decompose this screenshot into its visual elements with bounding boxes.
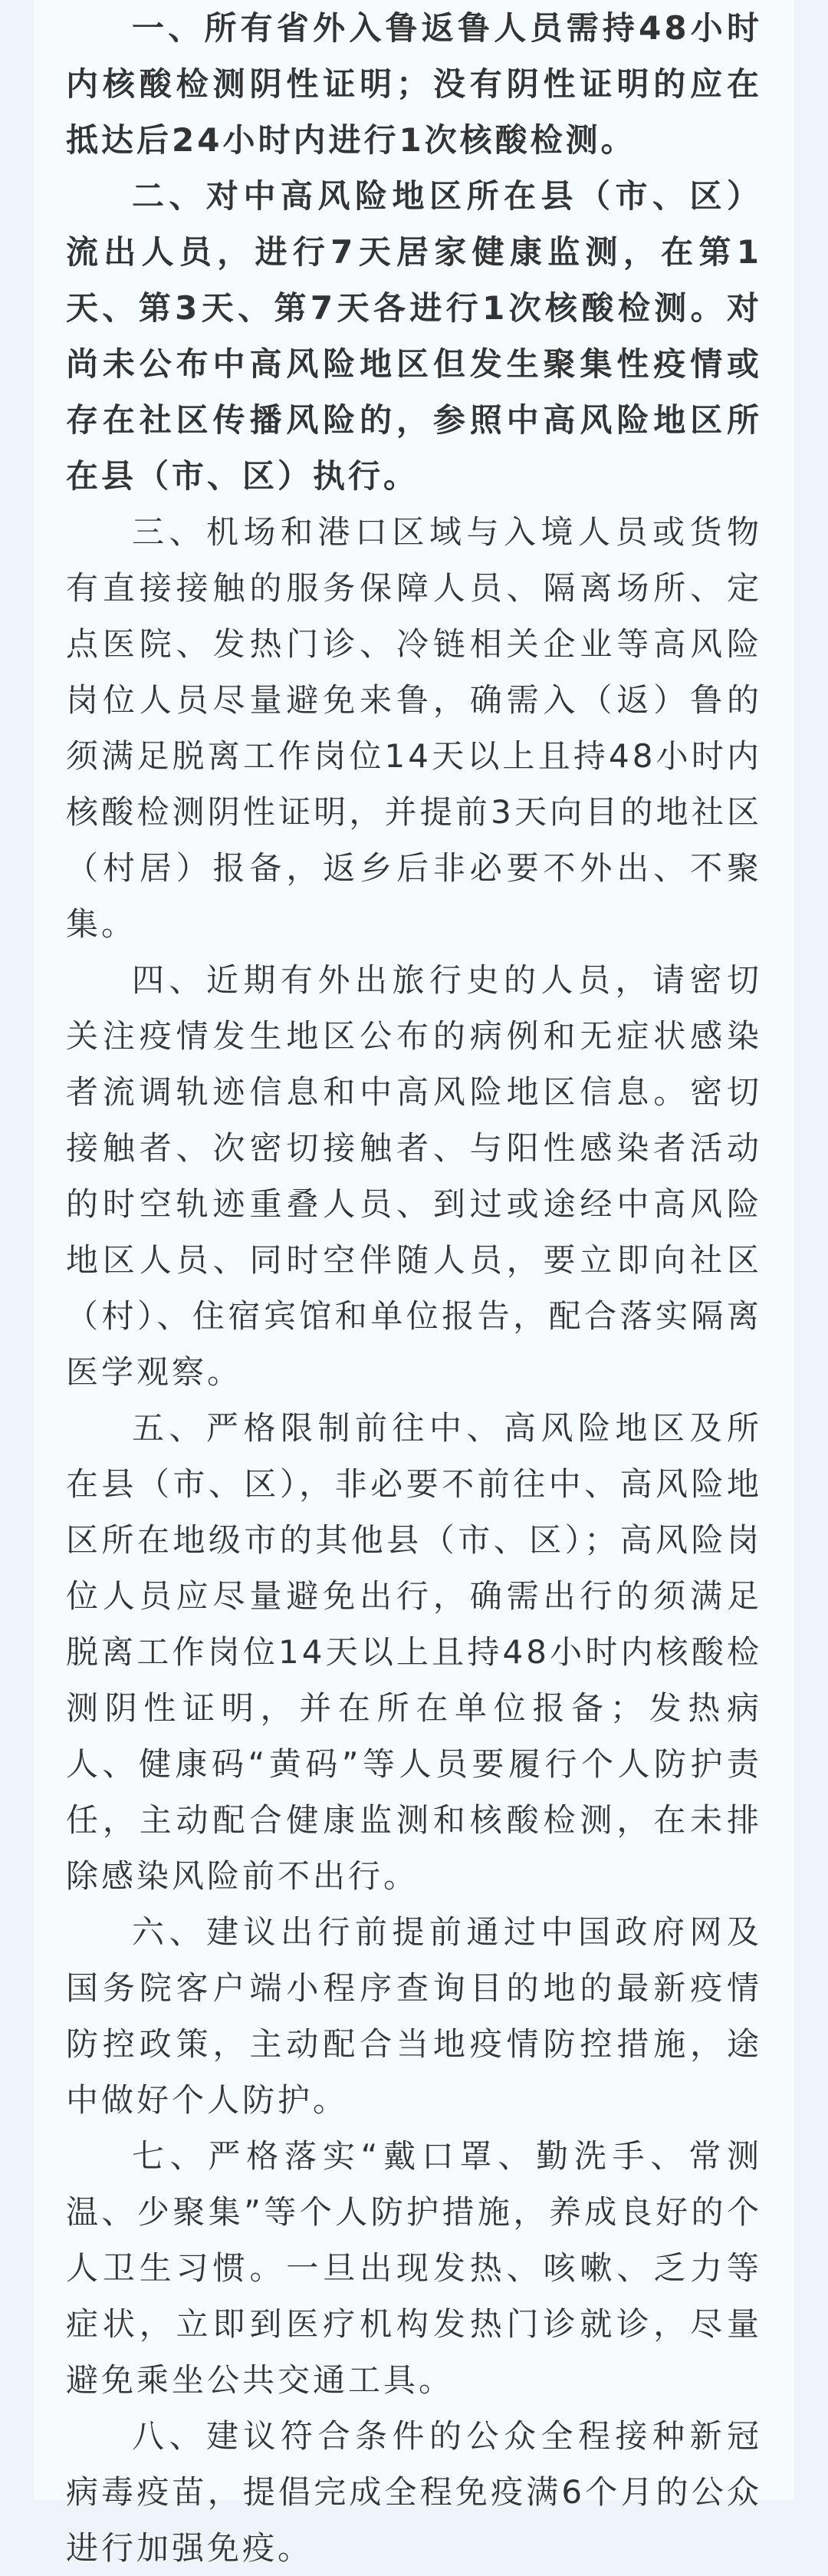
paragraph-7: 七、严格落实“戴口罩、勤洗手、常测温、少聚集”等个人防护措施，养成良好的个人卫生习惯。一旦出现发热、咳嗽、乏力等症状，立即到医疗机构发热门诊就诊，尽量避免乘坐公共交通工具。: [66, 2137, 762, 2399]
paragraph-1: 一、所有省外入鲁返鲁人员需持48小时内核酸检测阴性证明；没有阴性证明的应在抵达后24小时内进行1次核酸检测。: [66, 9, 762, 159]
paragraph-6: 六、建议出行前提前通过中国政府网及国务院客户端小程序查询目的地的最新疫情防控政策，主动配合当地疫情防控措施，途中做好个人防护。: [66, 1913, 762, 2119]
paragraph-8: 八、建议符合条件的公众全程接种新冠病毒疫苗，提倡完成全程免疫满6个月的公众进行加强免疫。: [66, 2417, 762, 2567]
paragraph-3: 三、机场和港口区域与入境人员或货物有直接接触的服务保障人员、隔离场所、定点医院、发热门诊、冷链相关企业等高风险岗位人员尽量避免来鲁，确需入（返）鲁的须满足脱离工作岗位14天以上且持48小时内核酸检测阴性证明，并提前3天向目的地社区（村居）报备，返乡后非必要不外出、不聚集。: [66, 513, 762, 943]
paragraph-2: 二、对中高风险地区所在县（市、区）流出人员，进行7天居家健康监测，在第1天、第3天、第7天各进行1次核酸检测。对尚未公布中高风险地区但发生聚集性疫情或存在社区传播风险的，参照中高风险地区所在县（市、区）执行。: [66, 177, 762, 495]
article-body: [66, 0, 762, 2576]
paragraph-5: 五、严格限制前往中、高风险地区及所在县（市、区），非必要不前往中、高风险地区所在地级市的其他县（市、区）；高风险岗位人员应尽量避免出行，确需出行的须满足脱离工作岗位14天以上且持48小时内核酸检测阴性证明，并在所在单位报备；发热病人、健康码“黄码”等人员要履行个人防护责任，主动配合健康监测和核酸检测，在未排除感染风险前不出行。: [66, 1409, 762, 1895]
paragraph-4: 四、近期有外出旅行史的人员，请密切关注疫情发生地区公布的病例和无症状感染者流调轨迹信息和中高风险地区信息。密切接触者、次密切接触者、与阳性感染者活动的时空轨迹重叠人员、到过或途经中高风险地区人员、同时空伴随人员，要立即向社区（村）、住宿宾馆和单位报告，配合落实隔离医学观察。: [66, 961, 762, 1391]
